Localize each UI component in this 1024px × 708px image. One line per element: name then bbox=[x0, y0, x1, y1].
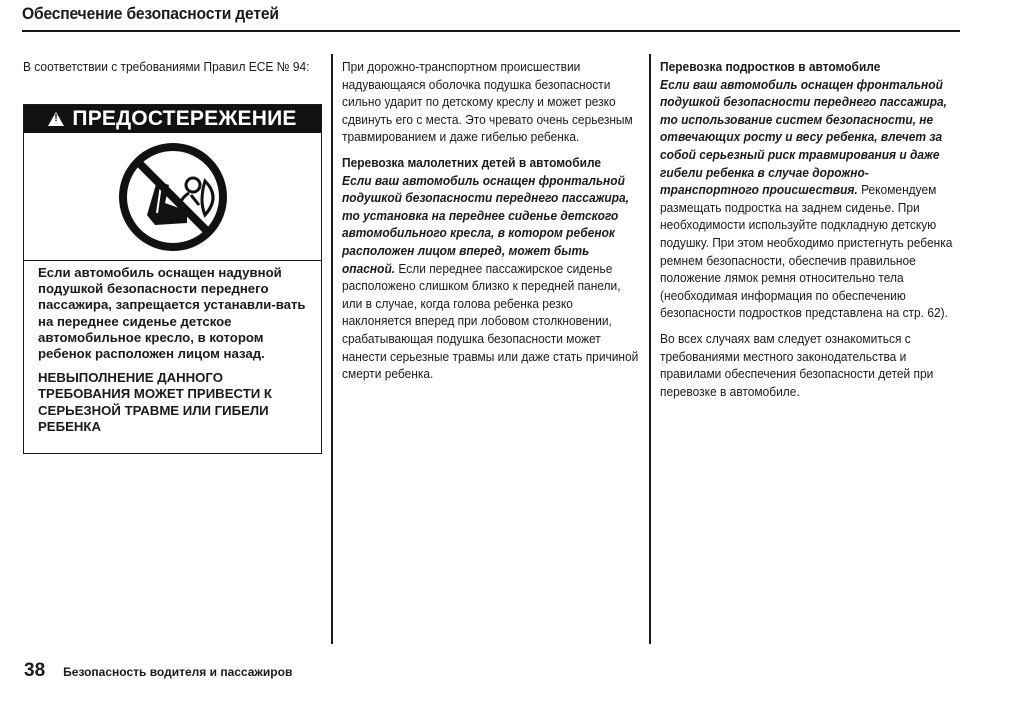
warning-pictogram bbox=[24, 133, 321, 261]
warning-text-main: Если автомобиль оснащен надувной подушкой безопасности переднего пассажира, запрещается устанавли-вать на переднее сиденье детское автомобильное кресло, в котором ребенок расположен лицом назад. bbox=[38, 265, 306, 362]
local-law-paragraph: Во всех случаях вам следует ознакомиться с требованиями местного законодательства и правилами обеспечения безопасности детей при перевозке в автомобиле. bbox=[660, 330, 934, 399]
column-divider-1 bbox=[331, 54, 333, 644]
column-left bbox=[23, 58, 323, 76]
column-middle bbox=[342, 58, 667, 383]
small-children-text: Если переднее пассажирское сиденье расположено слишком близко к передней панели, или в случае, когда голова ребенка резко наклоняется вперед при лобовом столкновении, срабатывающая подушка безопасности может нанести серьезные травмы или даже стать причиной смерти ребенка. bbox=[342, 260, 639, 382]
warning-box bbox=[23, 104, 322, 454]
no-rear-facing-child-seat-airbag-icon bbox=[117, 141, 229, 253]
column-right bbox=[660, 58, 975, 400]
warning-title: ПРЕДОСТЕРЕЖЕНИЕ bbox=[72, 107, 297, 130]
page-header bbox=[22, 4, 960, 32]
small-children-warning: Если ваш автомобиль оснащен фронтальной подушкой безопасности переднего пассажира, то установка на переднее сиденье детского автомобильного кресла, в котором ребенок расположен лицом вперед, может быть опасной. bbox=[342, 172, 629, 276]
intro-text: В соответствии с требованиями Правил ЕСЕ № 94: bbox=[23, 59, 310, 74]
warning-text-caps: НЕВЫПОЛНЕНИЕ ДАННОГО ТРЕБОВАНИЯ МОЖЕТ ПРИВЕСТИ К СЕРЬЕЗНОЙ ТРАВМЕ ИЛИ ГИБЕЛИ РЕБЕНКА bbox=[38, 370, 272, 434]
page-footer bbox=[24, 660, 292, 682]
warning-triangle-icon bbox=[48, 112, 64, 126]
warning-text bbox=[24, 261, 321, 435]
small-children-paragraph bbox=[342, 172, 644, 383]
warning-header bbox=[24, 105, 321, 133]
teenagers-paragraph bbox=[660, 76, 962, 322]
airbag-impact-paragraph: При дорожно-транспортном происшествии надувающаяся оболочка подушка безопасности сильно ударит по детскому креслу и может резко сдвинуть его с места. Это чревато очень серьезным травмированием и даже гибелью ребенка. bbox=[342, 59, 633, 145]
page-number: 38 bbox=[24, 660, 46, 681]
footer-section-title: Безопасность водителя и пассажиров bbox=[63, 665, 293, 679]
teenagers-heading: Перевозка подростков в автомобиле bbox=[660, 59, 881, 74]
page-title: Обеспечение безопасности детей bbox=[22, 4, 279, 23]
small-children-heading: Перевозка малолетних детей в автомобиле bbox=[342, 154, 602, 170]
teenagers-text: Рекомендуем размещать подростка на заднем сиденье. При необходимости используйте подкладную детскую подушку. При этом необходимо пристегнуть ребенка ремнем безопасности, обеспечив правильное положение лямок ремня относительно тела (необходимая информация по обеспечению безопасности подростков представлена на стр. 62). bbox=[660, 182, 953, 321]
teenagers-warning: Если ваш автомобиль оснащен фронтальной подушкой безопасности переднего пассажира, то использование систем безопасности, не отвечающих росту и весу ребенка, влечет за собой серьезный риск травмирования и даже гибели ребенка в случае дорожно-транспортного происшествия. bbox=[660, 76, 947, 198]
